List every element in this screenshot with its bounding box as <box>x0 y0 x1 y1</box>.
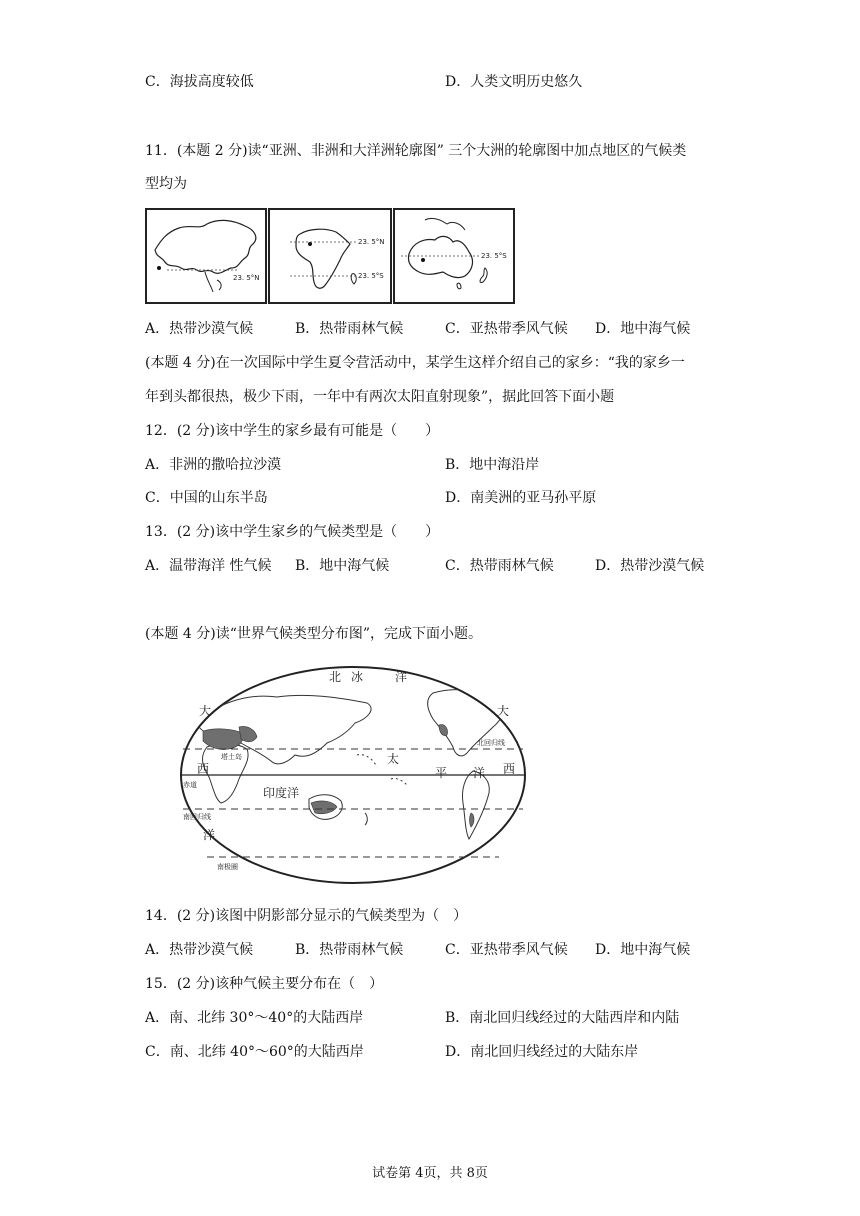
asia-lat-label: 23. 5°N <box>233 274 260 282</box>
world-climate-map <box>177 663 529 891</box>
page-footer: 试卷第 4页，共 8页 <box>372 1166 488 1181</box>
q14-options-row <box>145 940 725 960</box>
q11-option-c: C．亚热带季风气候 <box>445 321 568 337</box>
map-label-tropic-s: 南回归线 <box>183 813 211 821</box>
map-label-xi-left: 西 <box>197 762 210 776</box>
q10-option-c: C．海拔高度较低 <box>145 74 254 90</box>
group12-intro-line1: (本题 4 分)在一次国际中学生夏令营活动中，某学生这样介绍自己的家乡：“我的家乡一 <box>145 355 685 371</box>
q15-option-b: B．南北回归线经过的大陆西岸和内陆 <box>445 1010 680 1026</box>
map-label-tropic-n: 北回归线 <box>477 739 505 747</box>
map-label-place: 塔土岛 <box>221 753 242 761</box>
q12-option-b: B．地中海沿岸 <box>445 457 540 473</box>
map-label-da-left: 大 <box>199 704 212 718</box>
q11-option-d: D．地中海气候 <box>595 321 691 337</box>
q11-stem-line2: 型均为 <box>145 176 187 192</box>
q14-option-c: C．亚热带季风气候 <box>445 942 568 958</box>
q13-option-c: C．热带雨林气候 <box>445 558 554 574</box>
q15-option-c: C．南、北纬 40°～60°的大陆西岸 <box>145 1044 364 1060</box>
q15-option-d: D．南北回归线经过的大陆东岸 <box>445 1044 639 1060</box>
q10-options-row <box>145 72 725 92</box>
africa-lat-n-label: 23. 5°N <box>358 238 385 246</box>
q12-stem: 12．(2 分)该中学生的家乡最有可能是（ ） <box>145 423 440 439</box>
q15-option-a: A．南、北纬 30°～40°的大陆西岸 <box>145 1010 364 1026</box>
q13-option-d: D．热带沙漠气候 <box>595 558 705 574</box>
oceania-lat-label: 23. 5°S <box>481 252 507 260</box>
africa-outline-map <box>268 208 392 304</box>
map-label-yang-left: 洋 <box>203 828 216 842</box>
q15-options-row2 <box>145 1042 725 1062</box>
q11-stem-line1: 11．(本题 2 分)读“亚洲、非洲和大洋洲轮廓图” 三个大洲的轮廓图中加点地区的气候类 <box>145 143 687 159</box>
map-label-da-right: 大 <box>497 704 510 718</box>
map-label-xi-right: 西 <box>503 762 516 776</box>
q12-options-row2 <box>145 488 725 508</box>
q14-option-a: A．热带沙漠气候 <box>145 942 254 958</box>
q13-option-a: A．温带海洋 性气候 <box>145 558 272 574</box>
q14-option-d: D．地中海气候 <box>595 942 691 958</box>
map-label-ping: 平 <box>435 766 448 780</box>
q15-stem: 15．(2 分)该种气候主要分布在（ ） <box>145 976 384 992</box>
q12-option-d: D．南美洲的亚马孙平原 <box>445 490 597 506</box>
q15-options-row1 <box>145 1008 725 1028</box>
q10-option-d: D．人类文明历史悠久 <box>445 74 583 90</box>
map-label-tai: 太 <box>387 752 400 766</box>
q11-option-b: B．热带雨林气候 <box>295 321 404 337</box>
q13-options-row <box>145 556 725 576</box>
q13-stem: 13．(2 分)该中学生家乡的气候类型是（ ） <box>145 524 440 540</box>
oceania-outline-map <box>393 208 515 304</box>
map-label-ice: 冰 <box>351 670 364 684</box>
q11-option-a: A．热带沙漠气候 <box>145 321 254 337</box>
map-label-north: 北 <box>329 670 342 684</box>
map-label-ocean-top: 洋 <box>395 670 408 684</box>
q14-option-b: B．热带雨林气候 <box>295 942 404 958</box>
asia-outline-map <box>145 208 267 304</box>
map-label-indian: 印度洋 <box>263 786 300 800</box>
q11-options-row <box>145 319 725 339</box>
q13-option-b: B．地中海气候 <box>295 558 390 574</box>
q12-options-row1 <box>145 455 725 475</box>
africa-lat-s-label: 23. 5°S <box>358 272 384 280</box>
group12-intro-line2: 年到头都很热，极少下雨，一年中有两次太阳直射现象”，据此回答下面小题 <box>145 389 615 405</box>
q14-stem: 14．(2 分)该图中阴影部分显示的气候类型为（ ） <box>145 908 468 924</box>
group14-intro: (本题 4 分)读“世界气候类型分布图”，完成下面小题。 <box>145 626 483 642</box>
q12-option-c: C．中国的山东半岛 <box>145 490 268 506</box>
q12-option-a: A．非洲的撒哈拉沙漠 <box>145 457 282 473</box>
map-label-equator: 赤道 <box>183 781 197 789</box>
map-label-yang-pacific: 洋 <box>473 766 486 780</box>
map-label-antarctic: 南极圈 <box>217 863 238 871</box>
